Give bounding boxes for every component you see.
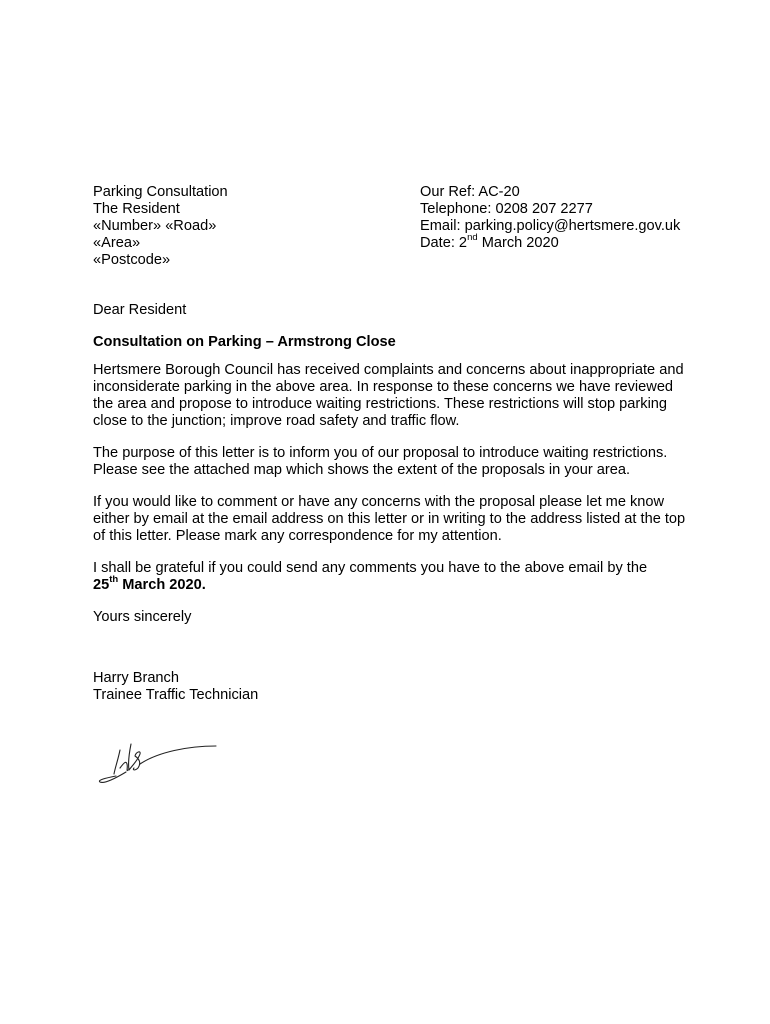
date-month-year: March 2020 — [477, 235, 559, 251]
closing: Yours sincerely — [93, 609, 192, 625]
email-address: Email: parking.policy@hertsmere.gov.uk — [420, 218, 681, 234]
paragraph-line: If you would like to comment or have any concerns with the proposal please let me know — [93, 494, 665, 510]
recipient-address — [93, 184, 393, 269]
signature-icon — [98, 738, 228, 790]
paragraph-line: The purpose of this letter is to inform you of our proposal to introduce waiting restrictions. — [93, 445, 668, 461]
letter-date — [420, 232, 750, 252]
telephone: Telephone: 0208 207 2277 — [420, 201, 593, 217]
paragraph-4 — [93, 560, 733, 594]
paragraph-line: close to the junction; improve road safety and traffic flow. — [93, 413, 460, 429]
paragraph-line: either by email at the email address on this letter or in writing to the address listed at the top — [93, 511, 686, 527]
signer-name: Harry Branch — [93, 670, 179, 686]
recipient-line: «Postcode» — [93, 252, 171, 268]
greeting: Dear Resident — [93, 302, 187, 318]
paragraph-2 — [93, 445, 733, 479]
date-prefix: Date: 2 — [420, 235, 468, 251]
our-ref: Our Ref: AC-20 — [420, 184, 520, 200]
recipient-line: «Area» — [93, 235, 141, 251]
deadline-ordinal: th — [109, 574, 119, 586]
letter-subject: Consultation on Parking – Armstrong Close — [93, 334, 396, 350]
letter-body — [93, 302, 733, 704]
paragraph-3 — [93, 494, 733, 545]
paragraph-line: inconsiderate parking in the above area. In response to these concerns we have reviewed — [93, 379, 674, 395]
paragraph-line: Hertsmere Borough Council has received complaints and concerns about inappropriate and — [93, 362, 684, 378]
recipient-line: Parking Consultation — [93, 184, 228, 200]
paragraph-line: I shall be grateful if you could send any comments you have to the above email by the — [93, 560, 648, 576]
deadline-date — [93, 574, 733, 594]
paragraph-line: of this letter. Please mark any correspondence for my attention. — [93, 528, 502, 544]
date-suffix-ordinal: nd — [467, 232, 478, 244]
signer-block — [93, 670, 733, 704]
signer-title: Trainee Traffic Technician — [93, 687, 259, 703]
reference-block — [420, 184, 750, 252]
paragraph-line: Please see the attached map which shows the extent of the proposals in your area. — [93, 462, 631, 478]
deadline-month-year: March 2020. — [118, 577, 206, 593]
deadline-day: 25 — [93, 577, 110, 593]
recipient-line: «Number» «Road» — [93, 218, 217, 234]
paragraph-line: the area and propose to introduce waiting restrictions. These restrictions will stop parking — [93, 396, 668, 412]
recipient-line: The Resident — [93, 201, 180, 217]
paragraph-1 — [93, 362, 733, 430]
